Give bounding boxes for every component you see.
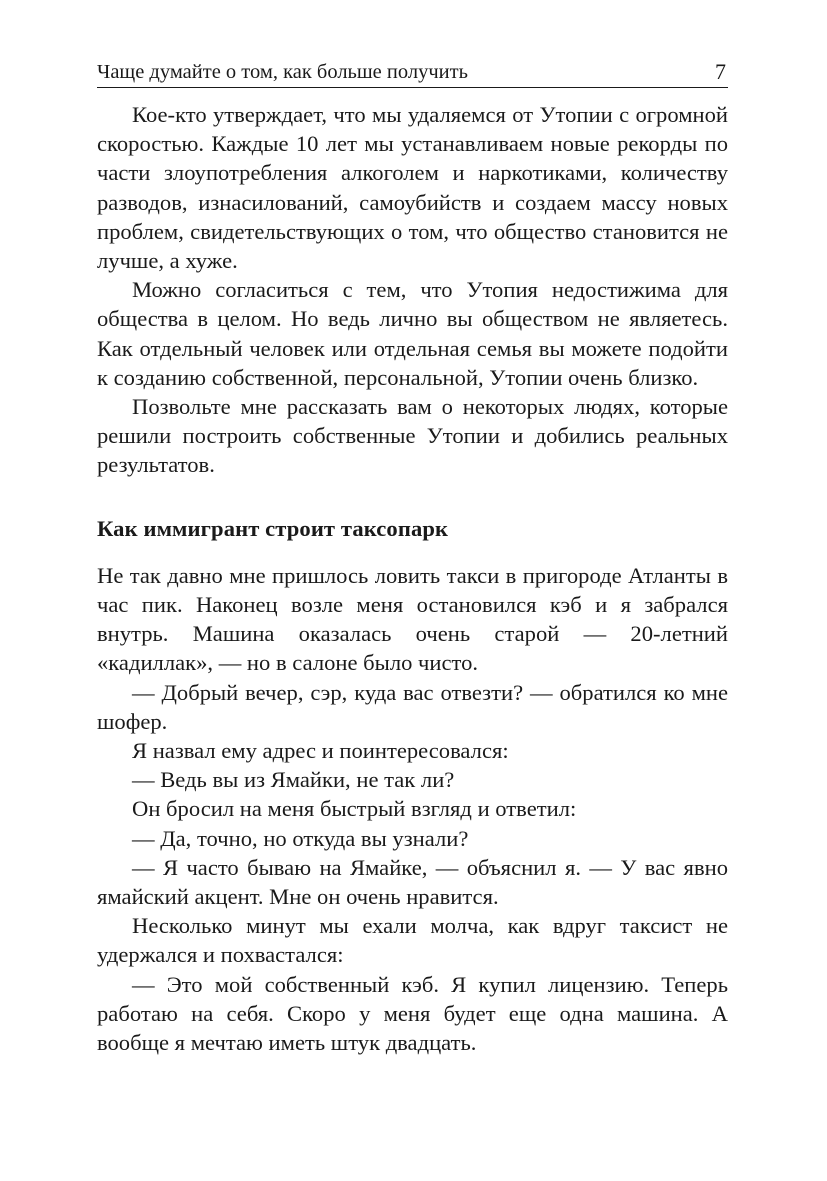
running-title: Чаще думайте о том, как больше получить	[97, 61, 468, 83]
paragraph: Не так давно мне пришлось ловить такси в пригороде Атланты в час пик. Наконец возле меня остановился кэб и я забрался внутрь. Машина оказалась очень старой — 20-летний «кадиллак», — но в салоне было чисто.	[97, 562, 728, 676]
paragraph: Несколько минут мы ехали молча, как вдруг таксист не удержался и похвастался:	[97, 913, 728, 968]
paragraph: — Это мой собственный кэб. Я купил лицензию. Теперь работаю на себя. Скоро у меня будет еще одна машина. А вообще я мечтаю иметь штук двадцать.	[97, 971, 728, 1056]
paragraph: — Добрый вечер, сэр, куда вас отвезти? — обратился ко мне шофер.	[97, 679, 728, 734]
book-page	[97, 60, 728, 1057]
paragraph: — Да, точно, но откуда вы узнали?	[132, 825, 469, 851]
section-heading: Как иммигрант строит таксопарк	[97, 515, 449, 541]
paragraph: Позвольте мне рассказать вам о некоторых людях, которые решили построить собственные Утопии и добились реальных результатов.	[97, 394, 728, 478]
paragraph: Я назвал ему адрес и поинтересовался:	[132, 738, 509, 764]
paragraph: Он бросил на меня быстрый взгляд и ответил:	[132, 796, 577, 822]
page-number: 7	[715, 59, 726, 84]
running-header	[97, 60, 728, 88]
paragraph: — Ведь вы из Ямайки, не так ли?	[132, 767, 455, 793]
paragraph: — Я часто бываю на Ямайке, — объяснил я. — У вас явно ямайский акцент. Мне он очень нравится.	[97, 854, 728, 910]
page-body	[97, 100, 728, 1057]
paragraph: Можно согласиться с тем, что Утопия недостижима для общества в целом. Но ведь лично вы обществом не являетесь. Как отдельный человек или отдельная семья вы можете подойти к созданию собственной, персональной, Утопии очень близко.	[97, 277, 728, 390]
paragraph: Кое-кто утверждает, что мы удаляемся от Утопии с огромной скоростью. Каждые 10 лет мы устанавливаем новые рекорды по части злоупотребления алкоголем и наркотиками, количеству разводов, изнасилований, самоубийств и создаем массу новых проблем, свидетельствующих о том, что общество становится не лучше, а хуже.	[97, 102, 728, 274]
